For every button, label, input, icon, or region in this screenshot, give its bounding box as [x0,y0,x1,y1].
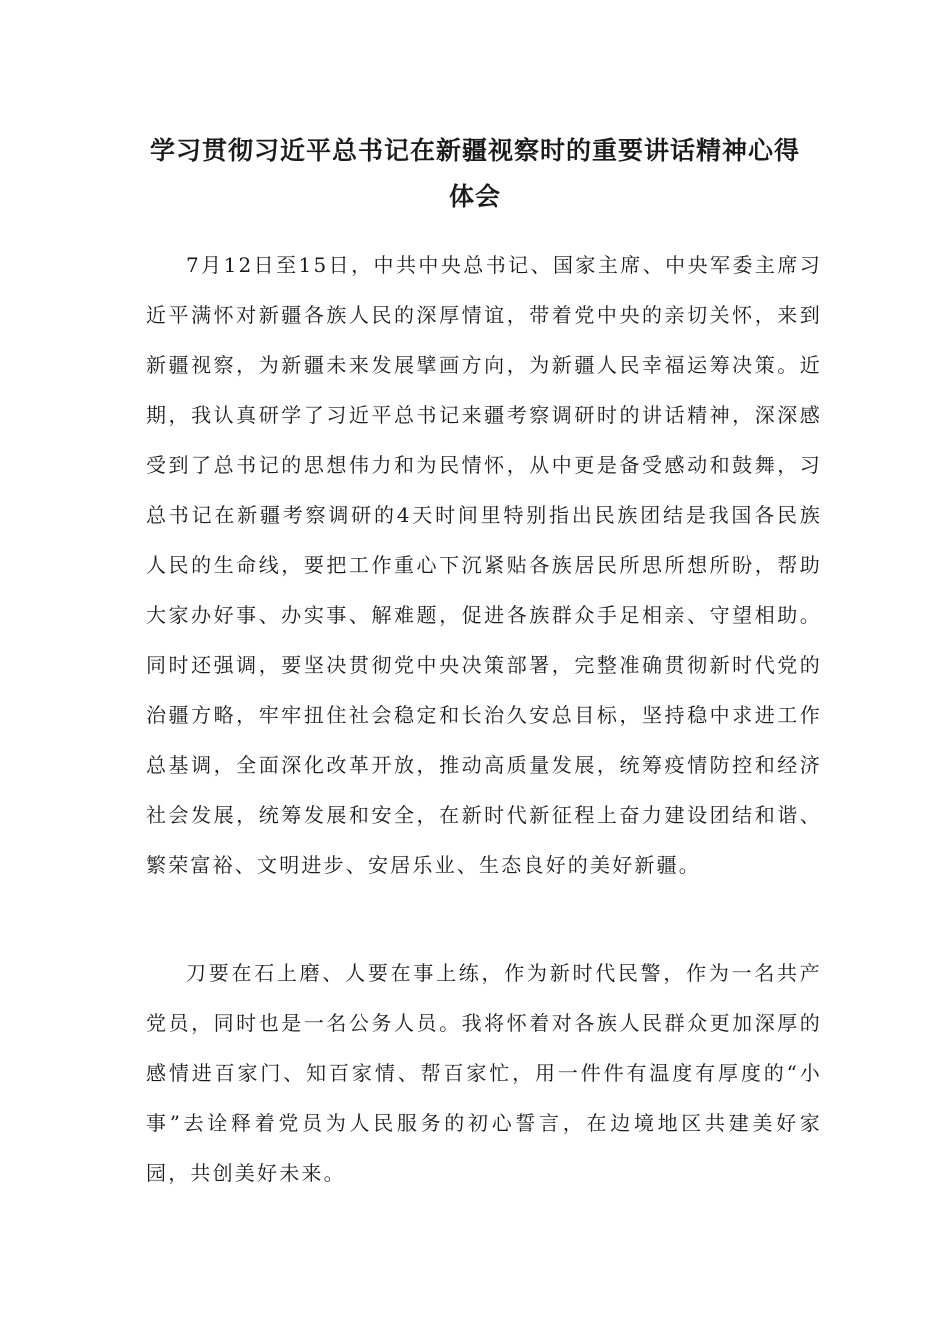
document-title: 学习贯彻习近平总书记在新疆视察时的重要讲话精神心得体会 [149,136,800,211]
body-paragraph-1: 7月12日至15日，中共中央总书记、国家主席、中央军委主席习近平满怀对新疆各族人民的深厚情谊，带着党中央的亲切关怀，来到新疆视察，为新疆未来发展擘画方向，为新疆人民幸福运筹决策。近期，我认真研学了习近平总书记来疆考察调研时的讲话精神，深深感受到了总书记的思想伟力和为民情怀，从中更是备受感动和鼓舞，习总书记在新疆考察调研的4天时间里特别指出民族团结是我国各民族人民的生命线，要把工作重心下沉紧贴各族居民所思所想所盼，帮助大家办好事、办实事、解难题，促进各族群众手足相亲、守望相助。同时还强调，要坚决贯彻党中央决策部署，完整准确贯彻新时代党的治疆方略，牢牢扭住社会稳定和长治久安总目标，坚持稳中求进工作总基调，全面深化改革开放，推动高质量发展，统筹疫情防控和经济社会发展，统筹发展和安全，在新时代新征程上奋力建设团结和谐、繁荣富裕、文明进步、安居乐业、生态良好的美好新疆。 [146,253,822,877]
body-paragraph-2: 刀要在石上磨、人要在事上练，作为新时代民警，作为一名共产党员，同时也是一名公务人员。我将怀着对各族人民群众更加深厚的感情进百家门、知百家情、帮百家忙，用一件件有温度有厚度的“小事”去诠释着党员为人民服务的初心誓言，在边境地区共建美好家园，共创美好未来。 [146,961,822,1185]
